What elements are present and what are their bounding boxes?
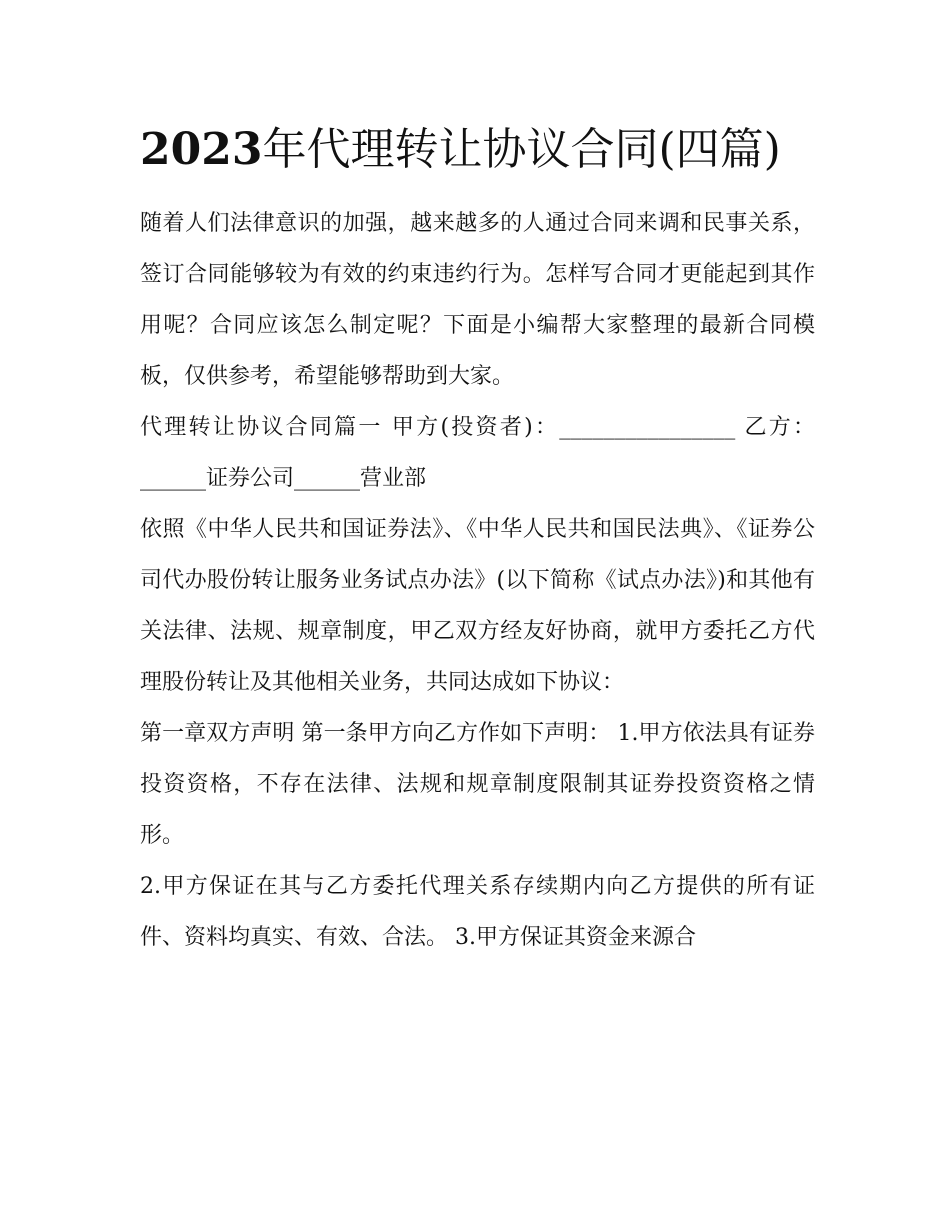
intro-paragraph: 随着人们法律意识的加强，越来越多的人通过合同来调和民事关系，签订合同能够较为有效的约束违约行为。怎样写合同才更能起到其作用呢？合同应该怎么制定呢？下面是小编帮大家整理的最新合同模板，仅供参考，希望能够帮助到大家。: [140, 211, 815, 389]
basis-paragraph: 依照《中华人民共和国证券法》、《中华人民共和国民法典》、《证券公司代办股份转让服务业务试点办法》(以下简称《试点办法》)和其他有关法律、法规、规章制度，甲乙双方经友好协商，就甲方委托乙方代理股份转让及其他相关业务，共同达成如下协议：: [140, 517, 815, 695]
parties-paragraph: 代理转让协议合同篇一 甲方(投资者)：________________ 乙方：______证券公司______营业部: [140, 415, 815, 491]
title-year: 2023: [140, 124, 263, 175]
clause-two-paragraph: 2.甲方保证在其与乙方委托代理关系存续期内向乙方提供的所有证件、资料均真实、有效、合法。 3.甲方保证其资金来源合: [140, 874, 815, 950]
document-page: [140, 112, 815, 963]
title-text: 年代理转让协议合同(四篇): [262, 124, 781, 175]
chapter-one-paragraph: 第一章双方声明 第一条甲方向乙方作如下声明： 1.甲方依法具有证券投资资格，不存在法律、法规和规章制度限制其证券投资资格之情形。: [140, 721, 815, 848]
document-title: [140, 112, 815, 188]
